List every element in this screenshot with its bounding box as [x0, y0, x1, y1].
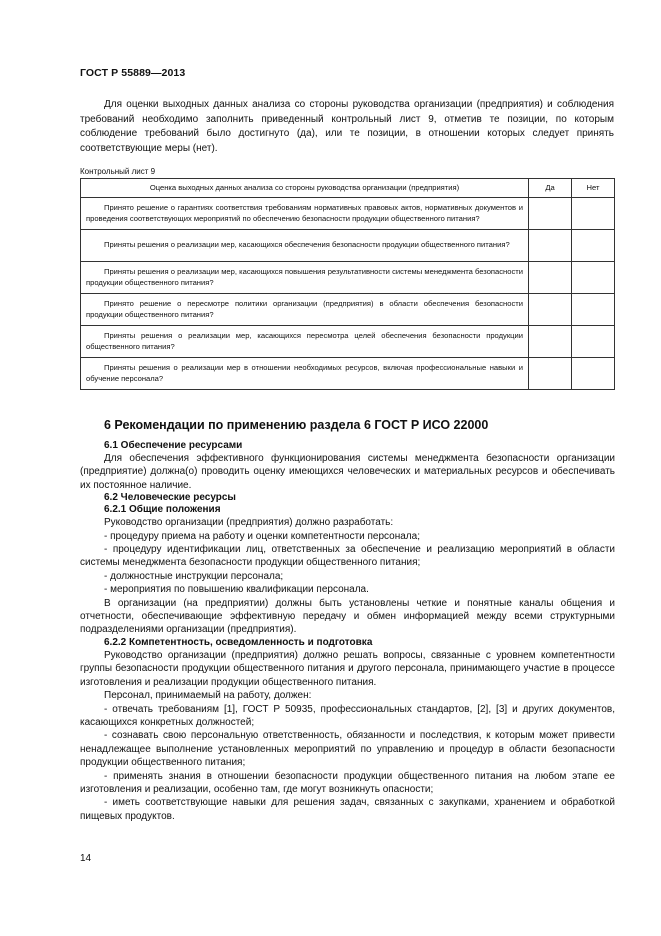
checklist-question: Принято решение о пересмотре политики организации (предприятия) в области обеспечения безопасности продукции общественного питания?: [81, 294, 529, 326]
table-row: [81, 326, 615, 358]
no-cell[interactable]: [572, 198, 615, 230]
no-cell[interactable]: [572, 230, 615, 262]
list-item: - процедуру приема на работу и оценки компетентности персонала;: [104, 530, 420, 542]
no-cell[interactable]: [572, 262, 615, 294]
checklist-question: Принято решение о гарантиях соответствия требованиям нормативных правовых актов, нормативных документов и проведения соответствующих мероприятий по обеспечению безопасности продукции общественного питания?: [81, 198, 529, 230]
table-row: [81, 198, 615, 230]
page-number: 14: [80, 853, 92, 864]
section-6-1-paragraph: Для обеспечения эффективного функционирования системы менеджмента безопасности организации (предприятие) должна(о) проводить оценку имеющихся человеческих и материальных ресурсов и обеспечивать их постоянное наличие.: [80, 453, 615, 491]
checklist-header-row: [81, 179, 615, 198]
section-6-2-2-title: 6.2.2 Компетентность, осведомленность и подготовка: [104, 636, 373, 648]
checklist-table: [80, 178, 615, 390]
list-item: - сознавать свою персональную ответственность, обязанности и последствия, к которым может привести ненадлежащее выполнение установленных мероприятий по управлению и процедур в области безопасности продукции общественного питания;: [80, 730, 615, 769]
yes-cell[interactable]: [529, 198, 572, 230]
table-row: [81, 230, 615, 262]
checklist-question: Приняты решения о реализации мер в отношении необходимых ресурсов, включая профессиональные навыки и обучение персонала?: [81, 358, 529, 390]
list-item: - иметь соответствующие навыки для решения задач, связанных с закупками, хранением и обработкой пищевых продуктов.: [80, 797, 615, 822]
intro-block: [80, 98, 614, 156]
no-cell[interactable]: [572, 294, 615, 326]
list-item: - процедуру идентификации лиц, ответственных за обеспечение и реализацию мероприятий в области системы менеджмента безопасности продукции общественного питания;: [80, 544, 615, 569]
section-6-2-2-paragraph: Руководство организации (предприятия) должно решать вопросы, связанные с уровнем компетентности группы безопасности продукции общественного питания и другого персонала, принимающего участие в процессе изготовления и реализации продукции общественного питания.: [80, 649, 615, 688]
checklist-question: Приняты решения о реализации мер, касающихся повышения результативности системы менеджмента безопасности продукции общественного питания?: [81, 262, 529, 294]
table-row: [81, 262, 615, 294]
document-code-header: ГОСТ Р 55889—2013: [80, 67, 186, 79]
section-6-1-title: 6.1 Обеспечение ресурсами: [104, 440, 243, 451]
intro-paragraph: Для оценки выходных данных анализа со стороны руководства организации (предприятия) и соблюдения требований необходимо заполнить приведенный контрольный лист 9, отметив те позиции, по которым соблюдение требований было достигнуто (да), или те позиции, в отношении которых следует принять соответствующие меры (нет).: [80, 99, 614, 154]
yes-cell[interactable]: [529, 294, 572, 326]
no-cell[interactable]: [572, 358, 615, 390]
section-6-title: 6 Рекомендации по применению раздела 6 ГОСТ Р ИСО 22000: [104, 418, 489, 432]
section-6-2-2-intro: Персонал, принимаемый на работу, должен:: [104, 690, 312, 702]
col-yes-header: Да: [529, 179, 572, 198]
checklist-question: Приняты решения о реализации мер, касающихся пересмотра целей обеспечения безопасности продукции общественного питания?: [81, 326, 529, 358]
section-6-2-title: 6.2 Человеческие ресурсы: [104, 492, 236, 504]
yes-cell[interactable]: [529, 326, 572, 358]
section-6: [80, 418, 615, 823]
list-item: - применять знания в отношении безопасности продукции общественного питания на любом этапе ее изготовления и реализации, особенно там, где могут возникнуть опасности;: [80, 770, 615, 795]
yes-cell[interactable]: [529, 262, 572, 294]
table-row: [81, 358, 615, 390]
col-question-header: Оценка выходных данных анализа со стороны руководства организации (предприятия): [81, 179, 529, 198]
checklist-title: Контрольный лист 9: [80, 167, 156, 176]
col-no-header: Нет: [572, 179, 615, 198]
section-6-2-1-title: 6.2.1 Общие положения: [104, 504, 221, 516]
checklist-question: Приняты решения о реализации мер, касающихся обеспечения безопасности продукции общественного питания?: [81, 230, 529, 262]
yes-cell[interactable]: [529, 358, 572, 390]
yes-cell[interactable]: [529, 230, 572, 262]
list-item: - отвечать требованиям [1], ГОСТ Р 50935, профессиональных стандартов, [2], [3] и других документов, касающихся конкретных должностей;: [80, 703, 615, 728]
no-cell[interactable]: [572, 326, 615, 358]
list-item: - должностные инструкции персонала;: [104, 570, 284, 582]
list-item: - мероприятия по повышению квалификации персонала.: [104, 584, 369, 596]
section-6-2-1-paragraph: В организации (на предприятии) должны быть установлены четкие и понятные каналы общения и отчетности, обеспечивающие эффективную передачу и обмен информацией между всеми структурными подразделениями организации (предприятия).: [80, 597, 615, 636]
section-6-2-1-intro: Руководство организации (предприятия) должно разработать:: [104, 517, 394, 529]
table-row: [81, 294, 615, 326]
